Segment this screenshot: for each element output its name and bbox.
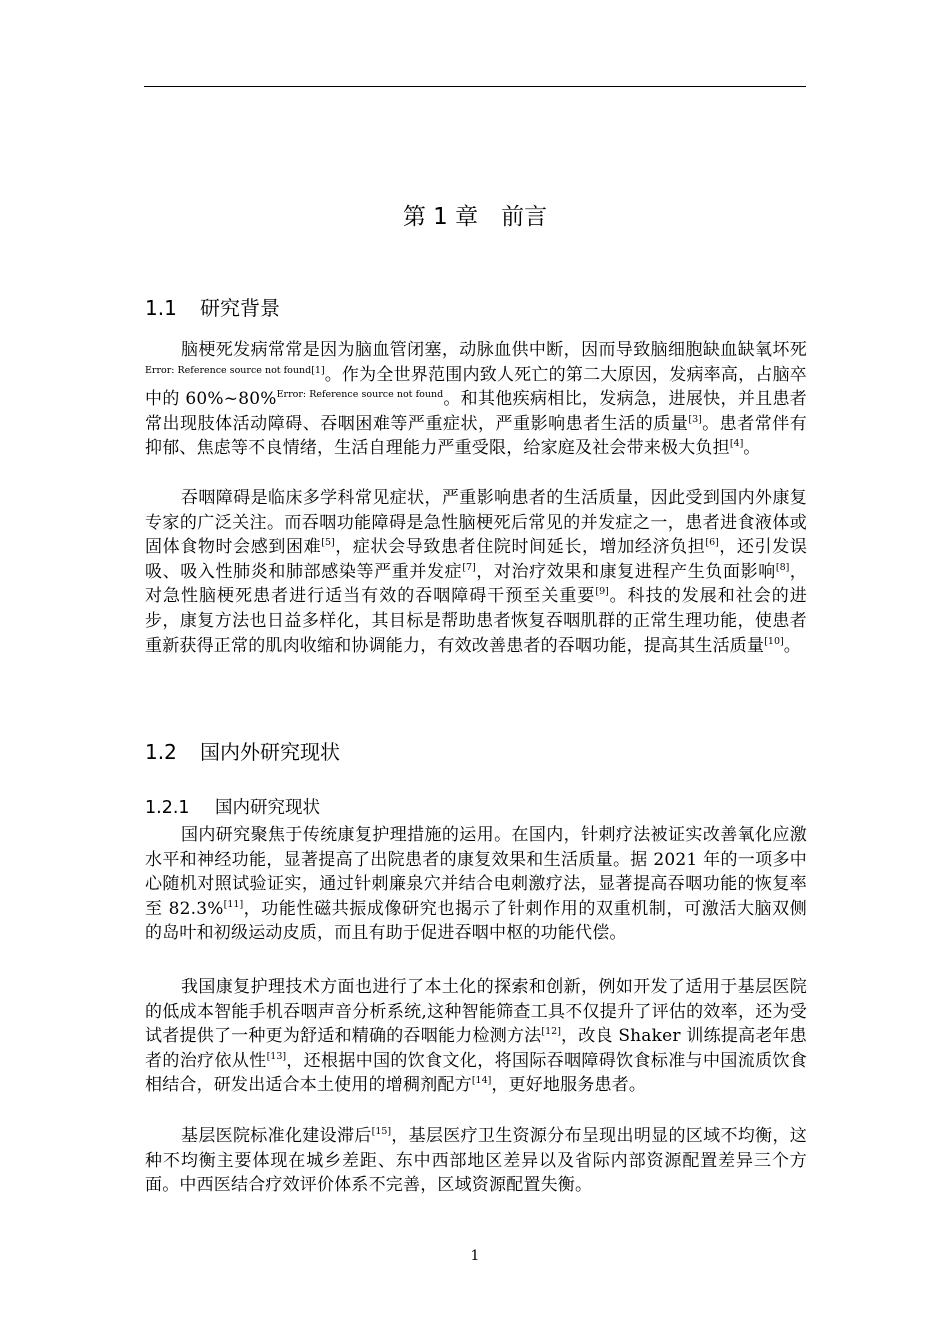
text-run: ，还引发误吸、吸入性肺炎和肺部感染等严重并发症 [145,537,808,582]
header-rule [144,86,806,87]
chapter-title: 第 1 章 前言 [402,204,548,230]
section-number: 1.2 [145,740,177,764]
text-run: 。作为全世界范围内致人死亡的第二大原因，发病率高，占脑卒中的 60%~80% [145,364,807,410]
text-run: ，更好地服务患者。 [491,1075,647,1096]
text-run: 。患者常伴有抑郁、焦虑等不良情绪，生活自理能力严重受限，给家庭及社会带来极大负担 [145,413,807,459]
page-number: 1 [470,1248,480,1264]
text-run: 我国康复护理技术方面也进行了本土化的探索和创新，例如开发了适用于基层医院的低成本智能手机吞咽声音分析系统,这种智能筛查工具不仅提升了评估的效率，还为受试者提供了一种更为舒适和精确的吞咽能力检测方法 [145,977,807,1047]
text-run: 。科技的发展和社会的进步，康复方法也日益多样化，其目标是帮助患者恢复吞咽肌群的正常生理功能，使患者重新获得正常的肌肉收缩和协调能力，有效改善患者的吞咽功能，提高其生活质量 [145,586,808,656]
text-run: ，症状会导致患者住院时间延长，增加经济负担 [334,537,706,558]
reference-marker: [11] [223,898,244,910]
text-run: 吞咽障碍是临床多学科常见症状，严重影响患者的生活质量，因此受到国内外康复专家的广泛关注。而吞咽功能障碍是急性脑梗死后常见的并发症之一，患者进食液体或固体食物时会感到困难 [145,488,807,558]
reference-marker: [6] [705,537,719,549]
text-run: 。 [783,635,801,656]
section-title: 国内外研究现状 [200,740,340,764]
section-number: 1.1 [145,296,177,320]
subsection-number: 1.2.1 [145,798,190,818]
paragraph-domestic-1 [145,823,807,946]
section-heading-1-1 [145,292,280,321]
reference-marker: [3] [688,413,702,425]
section-title: 研究背景 [200,296,280,320]
reference-marker: Error: Reference source not found[1] [145,364,325,376]
reference-marker: [15] [371,1126,392,1137]
text-run: 。 [743,438,761,459]
text-run: ，改良 Shaker 训练提高老年患者的治疗依从性 [145,1026,807,1071]
reference-marker: [12] [541,1026,561,1038]
text-run: ，还根据中国的饮食文化，将国际吞咽障碍饮食标准与中国流质饮食相结合，研发出适合本土使用的增稠剂配方 [145,1050,808,1096]
reference-marker: [13] [266,1050,287,1062]
reference-marker: [4] [729,438,744,450]
subsection-title: 国内研究现状 [215,798,320,818]
reference-marker: [9] [595,586,609,598]
section-heading-1-2 [145,736,340,765]
reference-marker: [8] [775,561,790,573]
text-run: ，对急性脑梗死患者进行适当有效的吞咽障碍干预至关重要 [145,561,807,607]
reference-marker: [14] [471,1075,492,1087]
text-run: 脑梗死发病常常是因为脑血管闭塞，动脉血供中断，因而导致脑细胞缺血缺氧坏死 [181,340,807,360]
text-run: 国内研究聚焦于传统康复护理措施的运用。在国内，针刺疗法被证实改善氧化应激水平和神经功能，显著提高了出院患者的康复效果和生活质量。据 2021 年的一项多中心随机对照试验证实，通过针刺廉泉穴并结合电刺激疗法，显著提高吞咽功能的恢复率至 82.3% [145,825,807,919]
text-run: ，基层医疗卫生资源分布呈现出明显的区域不均衡，这种不均衡主要体现在城乡差距、东中西部地区差异以及省际内部资源配置差异三个方面。中西医结合疗效评价体系不完善，区域资源配置失衡。 [145,1126,807,1196]
paragraph-background-2 [145,486,807,658]
paragraph-domestic-3 [145,1124,807,1198]
text-run: ，对治疗效果和康复进程产生负面影响 [475,561,776,582]
reference-marker: [5] [321,537,335,549]
reference-marker: [10] [764,635,784,647]
text-run: ，功能性磁共振成像研究也揭示了针刺作用的双重机制，可激活大脑双侧的岛叶和初级运动皮质，而且有助于促进吞咽中枢的功能代偿。 [145,898,807,944]
paragraph-domestic-2 [145,975,807,1098]
reference-marker: [7] [462,561,476,573]
reference-marker: Error: Reference source not found [276,389,444,401]
text-run: 。和其他疾病相比，发病急，进展快，并且患者常出现肢体活动障碍、吞咽困难等严重症状，严重影响患者生活的质量 [145,389,808,434]
subsection-heading-1-2-1 [145,794,320,819]
text-run: 基层医院标准化建设滞后 [181,1126,372,1146]
paragraph-background-1 [145,338,807,461]
